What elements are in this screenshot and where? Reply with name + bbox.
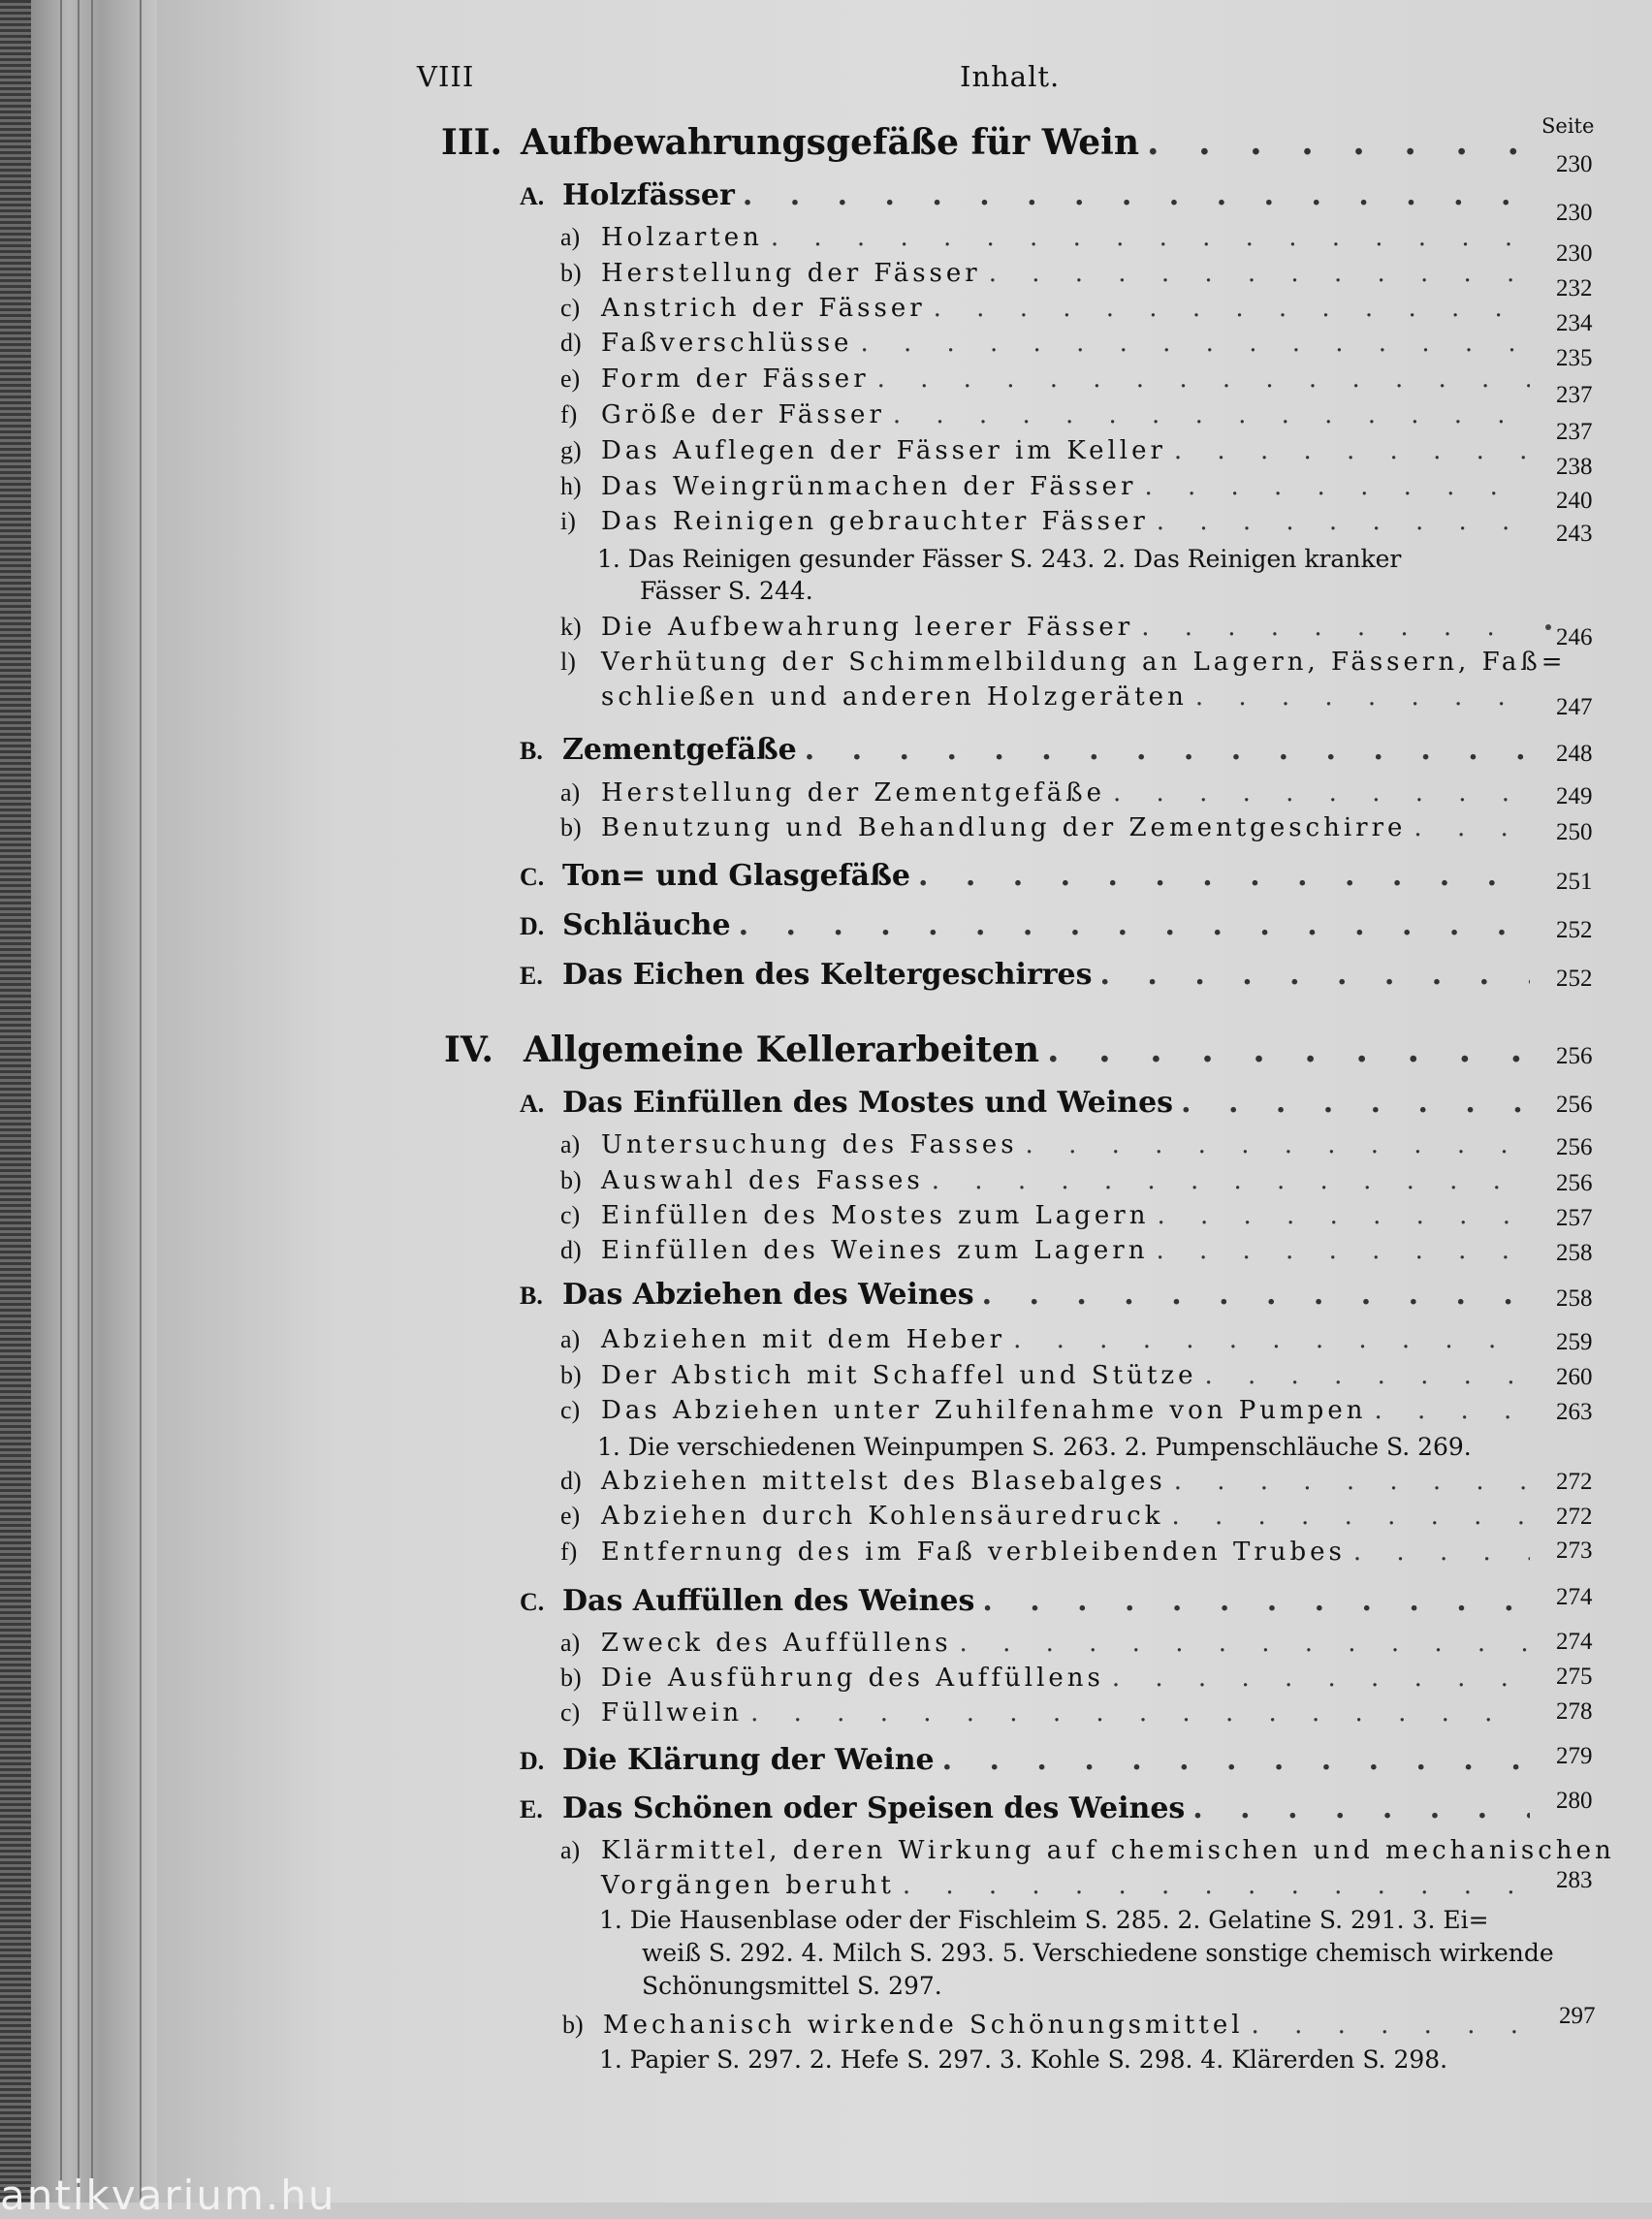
item-letter: i) bbox=[560, 507, 576, 535]
item-title: Das Abziehen unter Zuhilfenahme von Pumpen bbox=[601, 1396, 1367, 1425]
leader-dots bbox=[1204, 1361, 1530, 1390]
page-ref: 232 bbox=[1556, 275, 1593, 301]
page-ref: 259 bbox=[1556, 1329, 1593, 1355]
toc-item[interactable] bbox=[560, 1201, 1538, 1230]
item-letter: c) bbox=[560, 1698, 581, 1727]
subsection-title: Das Abziehen des Weines bbox=[562, 1278, 974, 1312]
leader-dots bbox=[1156, 1236, 1530, 1265]
item-letter: a) bbox=[560, 778, 581, 807]
page-ref: 248 bbox=[1556, 741, 1593, 767]
page-ref: 240 bbox=[1556, 488, 1593, 514]
toc-item[interactable] bbox=[562, 2011, 1538, 2040]
toc-item[interactable] bbox=[560, 400, 1538, 429]
toc-subsection[interactable] bbox=[520, 178, 1538, 212]
subsection-title: Das Einfüllen des Mostes und Weines bbox=[562, 1086, 1174, 1120]
section-number: III. bbox=[441, 122, 503, 163]
leader-dots bbox=[932, 1166, 1530, 1195]
toc-subitems: Schönungsmittel S. 297. bbox=[642, 1972, 942, 2000]
item-letter: c) bbox=[560, 294, 581, 322]
page-ref: 230 bbox=[1556, 200, 1593, 226]
item-title: Die Ausführung des Auffüllens bbox=[601, 1664, 1104, 1693]
item-letter: b) bbox=[560, 1166, 582, 1194]
toc-subsection[interactable] bbox=[520, 1743, 1538, 1777]
subsection-title: Die Klärung der Weine bbox=[562, 1743, 935, 1777]
page-ref: 283 bbox=[1556, 1867, 1593, 1893]
toc-item[interactable] bbox=[560, 1664, 1538, 1693]
leader-dots bbox=[903, 1871, 1530, 1900]
item-title: Abziehen durch Kohlensäuredruck bbox=[601, 1502, 1164, 1531]
toc-subsection[interactable] bbox=[520, 1791, 1538, 1825]
toc-item[interactable] bbox=[560, 1836, 1615, 1865]
leader-dots bbox=[771, 223, 1530, 252]
leader-dots bbox=[1026, 1130, 1530, 1159]
leader-dots bbox=[960, 1629, 1530, 1658]
item-title-continued: schließen und anderen Holzgeräten bbox=[601, 682, 1188, 712]
page-ref: 234 bbox=[1556, 310, 1593, 336]
toc-section[interactable] bbox=[441, 122, 1537, 163]
toc-subitems: 1. Das Reinigen gesunder Fässer S. 243. 2. Das Reinigen kranker bbox=[597, 545, 1402, 573]
toc-item[interactable] bbox=[560, 365, 1538, 394]
subsection-letter: A. bbox=[520, 182, 545, 210]
item-title: Das Auflegen der Fässer im Keller bbox=[601, 436, 1166, 465]
subsection-letter: E. bbox=[520, 1795, 543, 1823]
subsection-letter: C. bbox=[520, 1588, 545, 1616]
item-title: Einfüllen des Weines zum Lagern bbox=[601, 1236, 1149, 1265]
item-letter: f) bbox=[560, 400, 578, 428]
leader-dots bbox=[860, 329, 1530, 358]
page-ref: 251 bbox=[1556, 869, 1593, 895]
page-ref: 243 bbox=[1556, 521, 1593, 547]
item-title: Der Abstich mit Schaffel und Stütze bbox=[601, 1361, 1197, 1390]
page-ref: 238 bbox=[1556, 454, 1593, 480]
page-ref: 280 bbox=[1556, 1788, 1593, 1814]
subsection-title: Holzfässer bbox=[562, 178, 735, 212]
subsection-letter: A. bbox=[520, 1090, 545, 1118]
toc-item[interactable] bbox=[560, 507, 1538, 536]
watermark: antikvarium.hu bbox=[0, 2171, 336, 2219]
toc-item[interactable] bbox=[560, 436, 1538, 465]
page-ref: 237 bbox=[1556, 382, 1593, 408]
leader-dots bbox=[1157, 1201, 1530, 1230]
leader-dots bbox=[750, 1698, 1530, 1728]
toc-item[interactable] bbox=[560, 1396, 1538, 1425]
item-letter: a) bbox=[560, 223, 581, 251]
leader-dots bbox=[1112, 1664, 1530, 1693]
toc-subsection[interactable] bbox=[520, 1086, 1538, 1120]
toc-item[interactable] bbox=[560, 648, 1567, 677]
toc-item-continuation bbox=[601, 1871, 1538, 1900]
toc-item[interactable] bbox=[560, 472, 1538, 501]
leader-dots bbox=[1414, 813, 1530, 842]
page-ref: 256 bbox=[1556, 1170, 1593, 1196]
toc-item[interactable] bbox=[560, 223, 1538, 252]
leader-dots bbox=[893, 400, 1530, 429]
subsection-letter: C. bbox=[520, 863, 545, 891]
leader-dots bbox=[1353, 1537, 1530, 1567]
item-letter: f) bbox=[560, 1537, 578, 1566]
page-ref: 256 bbox=[1556, 1134, 1593, 1160]
page-ref: 256 bbox=[1556, 1043, 1593, 1069]
page-ref: 237 bbox=[1556, 419, 1593, 445]
item-letter: d) bbox=[560, 329, 582, 357]
toc-subitems: 1. Die verschiedenen Weinpumpen S. 263. 2. Pumpenschläuche S. 269. bbox=[597, 1433, 1472, 1461]
page-ref: 230 bbox=[1556, 240, 1593, 267]
leader-dots bbox=[1195, 682, 1530, 712]
leader-dots bbox=[934, 294, 1530, 323]
leader-dots bbox=[1157, 507, 1530, 536]
page-title: Inhalt. bbox=[960, 60, 1061, 93]
leader-dots bbox=[989, 259, 1530, 288]
page-ref: 247 bbox=[1556, 694, 1593, 720]
item-letter: b) bbox=[560, 1361, 582, 1389]
leader-dots bbox=[739, 908, 1530, 942]
subsection-title: Das Schönen oder Speisen des Weines bbox=[562, 1791, 1186, 1825]
binding-line bbox=[91, 0, 93, 2203]
subsection-title: Schläuche bbox=[562, 908, 731, 942]
page-ref: 258 bbox=[1556, 1240, 1593, 1266]
item-title: Abziehen mittelst des Blasebalges bbox=[601, 1467, 1166, 1496]
page-ref: 252 bbox=[1556, 917, 1593, 943]
toc-subitems: 1. Die Hausenblase oder der Fischleim S. 285. 2. Gelatine S. 291. 3. Ei= bbox=[599, 1906, 1489, 1934]
leader-dots bbox=[982, 1584, 1530, 1618]
toc-subsection[interactable] bbox=[520, 908, 1538, 942]
item-title-continued: Vorgängen beruht bbox=[601, 1871, 895, 1900]
toc-item[interactable] bbox=[560, 813, 1538, 842]
binding-line bbox=[140, 0, 142, 2203]
toc-item[interactable] bbox=[560, 1467, 1538, 1496]
item-letter: e) bbox=[560, 365, 581, 393]
item-letter: b) bbox=[560, 813, 582, 841]
toc-subsection[interactable] bbox=[520, 859, 1538, 893]
item-letter: c) bbox=[560, 1201, 581, 1229]
item-letter: a) bbox=[560, 1629, 581, 1657]
page-ref: 279 bbox=[1556, 1743, 1593, 1769]
item-letter: k) bbox=[560, 613, 582, 641]
item-title: Entfernung des im Faß verbleibenden Trubes bbox=[601, 1537, 1346, 1567]
leader-dots bbox=[743, 178, 1530, 212]
item-letter: a) bbox=[560, 1836, 581, 1864]
leader-dots bbox=[1174, 1467, 1530, 1496]
leader-dots bbox=[1374, 1396, 1530, 1425]
item-title: Größe der Fässer bbox=[601, 400, 885, 429]
page-ref: 274 bbox=[1556, 1584, 1593, 1610]
item-title: Klärmittel, deren Wirkung auf chemischen und mechanischen bbox=[601, 1836, 1615, 1865]
item-title: Abziehen mit dem Heber bbox=[601, 1325, 1006, 1354]
subsection-letter: B. bbox=[520, 737, 543, 765]
item-letter: b) bbox=[560, 259, 582, 287]
leader-dots bbox=[805, 733, 1530, 767]
item-title: Untersuchung des Fasses bbox=[601, 1130, 1018, 1159]
section-title: Allgemeine Kellerarbeiten bbox=[524, 1030, 1040, 1070]
item-title: Auswahl des Fasses bbox=[601, 1166, 924, 1195]
item-title: Benutzung und Behandlung der Zementgeschirre bbox=[601, 813, 1407, 842]
toc-item[interactable] bbox=[560, 329, 1538, 358]
toc-subsection[interactable] bbox=[520, 1278, 1538, 1312]
page-number: VIII bbox=[417, 60, 475, 93]
page-ref: 274 bbox=[1556, 1629, 1593, 1655]
item-letter: a) bbox=[560, 1325, 581, 1353]
toc-section[interactable] bbox=[444, 1030, 1538, 1070]
binding-line bbox=[78, 0, 79, 2203]
book-binding bbox=[31, 0, 157, 2203]
subsection-title: Das Auffüllen des Weines bbox=[562, 1584, 975, 1618]
page-ref: 246 bbox=[1556, 624, 1593, 650]
page-ref: 256 bbox=[1556, 1092, 1593, 1118]
page-ref: 275 bbox=[1556, 1664, 1593, 1690]
page-ref: 272 bbox=[1556, 1504, 1593, 1530]
item-title: Füllwein bbox=[601, 1698, 744, 1728]
item-letter: b) bbox=[562, 2011, 584, 2039]
subsection-letter: D. bbox=[520, 1747, 545, 1775]
toc-item[interactable] bbox=[560, 294, 1538, 323]
toc-item[interactable] bbox=[560, 1166, 1538, 1195]
page-column-label: Seite bbox=[1541, 114, 1595, 138]
item-letter: g) bbox=[560, 436, 582, 464]
toc-subitems: weiß S. 292. 4. Milch S. 293. 5. Verschiedene sonstige chemisch wirkende bbox=[642, 1939, 1554, 1967]
item-title: Herstellung der Zementgefäße bbox=[601, 778, 1106, 808]
item-title: Einfüllen des Mostes zum Lagern bbox=[601, 1201, 1150, 1230]
book-spine bbox=[0, 0, 31, 2203]
toc-item[interactable] bbox=[560, 1325, 1538, 1354]
toc-subsection[interactable] bbox=[520, 958, 1538, 992]
item-letter: a) bbox=[560, 1130, 581, 1158]
subsection-title: Zementgefäße bbox=[562, 733, 797, 767]
leader-dots bbox=[877, 365, 1530, 394]
item-letter: e) bbox=[560, 1502, 581, 1530]
leader-dots bbox=[1174, 436, 1530, 465]
leader-dots bbox=[1147, 122, 1529, 163]
toc-item[interactable] bbox=[560, 1236, 1538, 1265]
item-title: Zweck des Auffüllens bbox=[601, 1629, 952, 1658]
leader-dots bbox=[1252, 2011, 1530, 2040]
leader-dots bbox=[1113, 778, 1530, 808]
page-ref: 250 bbox=[1556, 819, 1593, 845]
page-ref: 278 bbox=[1556, 1698, 1593, 1725]
item-title: Herstellung der Fässer bbox=[601, 259, 981, 288]
page-ref: 273 bbox=[1556, 1537, 1593, 1564]
item-title: Das Weingrünmachen der Fässer bbox=[601, 472, 1137, 501]
subsection-letter: E. bbox=[520, 962, 543, 990]
item-letter: b) bbox=[560, 1664, 582, 1692]
page-ref: 249 bbox=[1556, 783, 1593, 809]
item-letter: d) bbox=[560, 1467, 582, 1495]
section-title: Aufbewahrungsgefäße für Wein bbox=[521, 122, 1139, 163]
leader-dots bbox=[982, 1278, 1530, 1312]
toc-item[interactable] bbox=[560, 1502, 1538, 1531]
toc-item[interactable] bbox=[560, 778, 1538, 808]
page-ref: 235 bbox=[1556, 345, 1593, 371]
leader-dots bbox=[942, 1743, 1530, 1777]
page-ref: 230 bbox=[1556, 151, 1593, 177]
leader-dots bbox=[1144, 472, 1530, 501]
toc-item[interactable] bbox=[560, 1361, 1538, 1390]
binding-line bbox=[60, 0, 62, 2203]
page-ref: 258 bbox=[1556, 1285, 1593, 1312]
toc-item-continuation bbox=[601, 682, 1538, 712]
item-title: Die Aufbewahrung leerer Fässer bbox=[601, 613, 1134, 642]
page-ref: 297 bbox=[1559, 2003, 1596, 2029]
page-ref: 260 bbox=[1556, 1364, 1593, 1390]
leader-dots bbox=[1013, 1325, 1530, 1354]
item-title: Verhütung der Schimmelbildung an Lagern, Fässern, Faß= bbox=[601, 648, 1567, 677]
leader-dots bbox=[1171, 1502, 1530, 1531]
toc-item[interactable] bbox=[560, 1130, 1538, 1159]
item-title: Form der Fässer bbox=[601, 365, 870, 394]
page-ref: 257 bbox=[1556, 1205, 1593, 1231]
toc-subitems: Fässer S. 244. bbox=[640, 577, 813, 605]
item-title: Das Reinigen gebrauchter Fässer bbox=[601, 507, 1149, 536]
leader-dots bbox=[1181, 1086, 1530, 1120]
toc-subsection[interactable] bbox=[520, 733, 1538, 767]
subsection-letter: D. bbox=[520, 912, 545, 940]
section-number: IV. bbox=[444, 1030, 494, 1070]
item-letter: d) bbox=[560, 1236, 582, 1264]
toc-item[interactable] bbox=[560, 259, 1538, 288]
item-title: Faßverschlüsse bbox=[601, 329, 853, 358]
subsection-letter: B. bbox=[520, 1282, 543, 1310]
subsection-title: Ton= und Glasgefäße bbox=[562, 859, 910, 893]
item-letter: l) bbox=[560, 648, 576, 676]
item-title: Holzarten bbox=[601, 223, 763, 252]
item-letter: h) bbox=[560, 472, 582, 500]
item-title: Anstrich der Fässer bbox=[601, 294, 926, 323]
page-ref: 252 bbox=[1556, 966, 1593, 992]
toc-item[interactable] bbox=[560, 613, 1538, 642]
leader-dots bbox=[1100, 958, 1530, 992]
toc-item[interactable] bbox=[560, 1698, 1538, 1728]
subsection-title: Das Eichen des Keltergeschirres bbox=[562, 958, 1093, 992]
toc-item[interactable] bbox=[560, 1629, 1538, 1658]
item-letter: c) bbox=[560, 1396, 581, 1424]
item-title: Mechanisch wirkende Schönungsmittel bbox=[603, 2011, 1244, 2040]
leader-dots bbox=[1047, 1030, 1530, 1070]
page-ref: 272 bbox=[1556, 1469, 1593, 1495]
ink-spot bbox=[1545, 624, 1551, 630]
leader-dots bbox=[918, 859, 1530, 893]
toc-subsection[interactable] bbox=[520, 1584, 1538, 1618]
toc-subitems: 1. Papier S. 297. 2. Hefe S. 297. 3. Kohle S. 298. 4. Klärerden S. 298. bbox=[599, 2045, 1448, 2074]
leader-dots bbox=[1192, 1791, 1530, 1825]
toc-item[interactable] bbox=[560, 1537, 1538, 1567]
page-ref: 263 bbox=[1556, 1399, 1593, 1425]
leader-dots bbox=[1141, 613, 1530, 642]
